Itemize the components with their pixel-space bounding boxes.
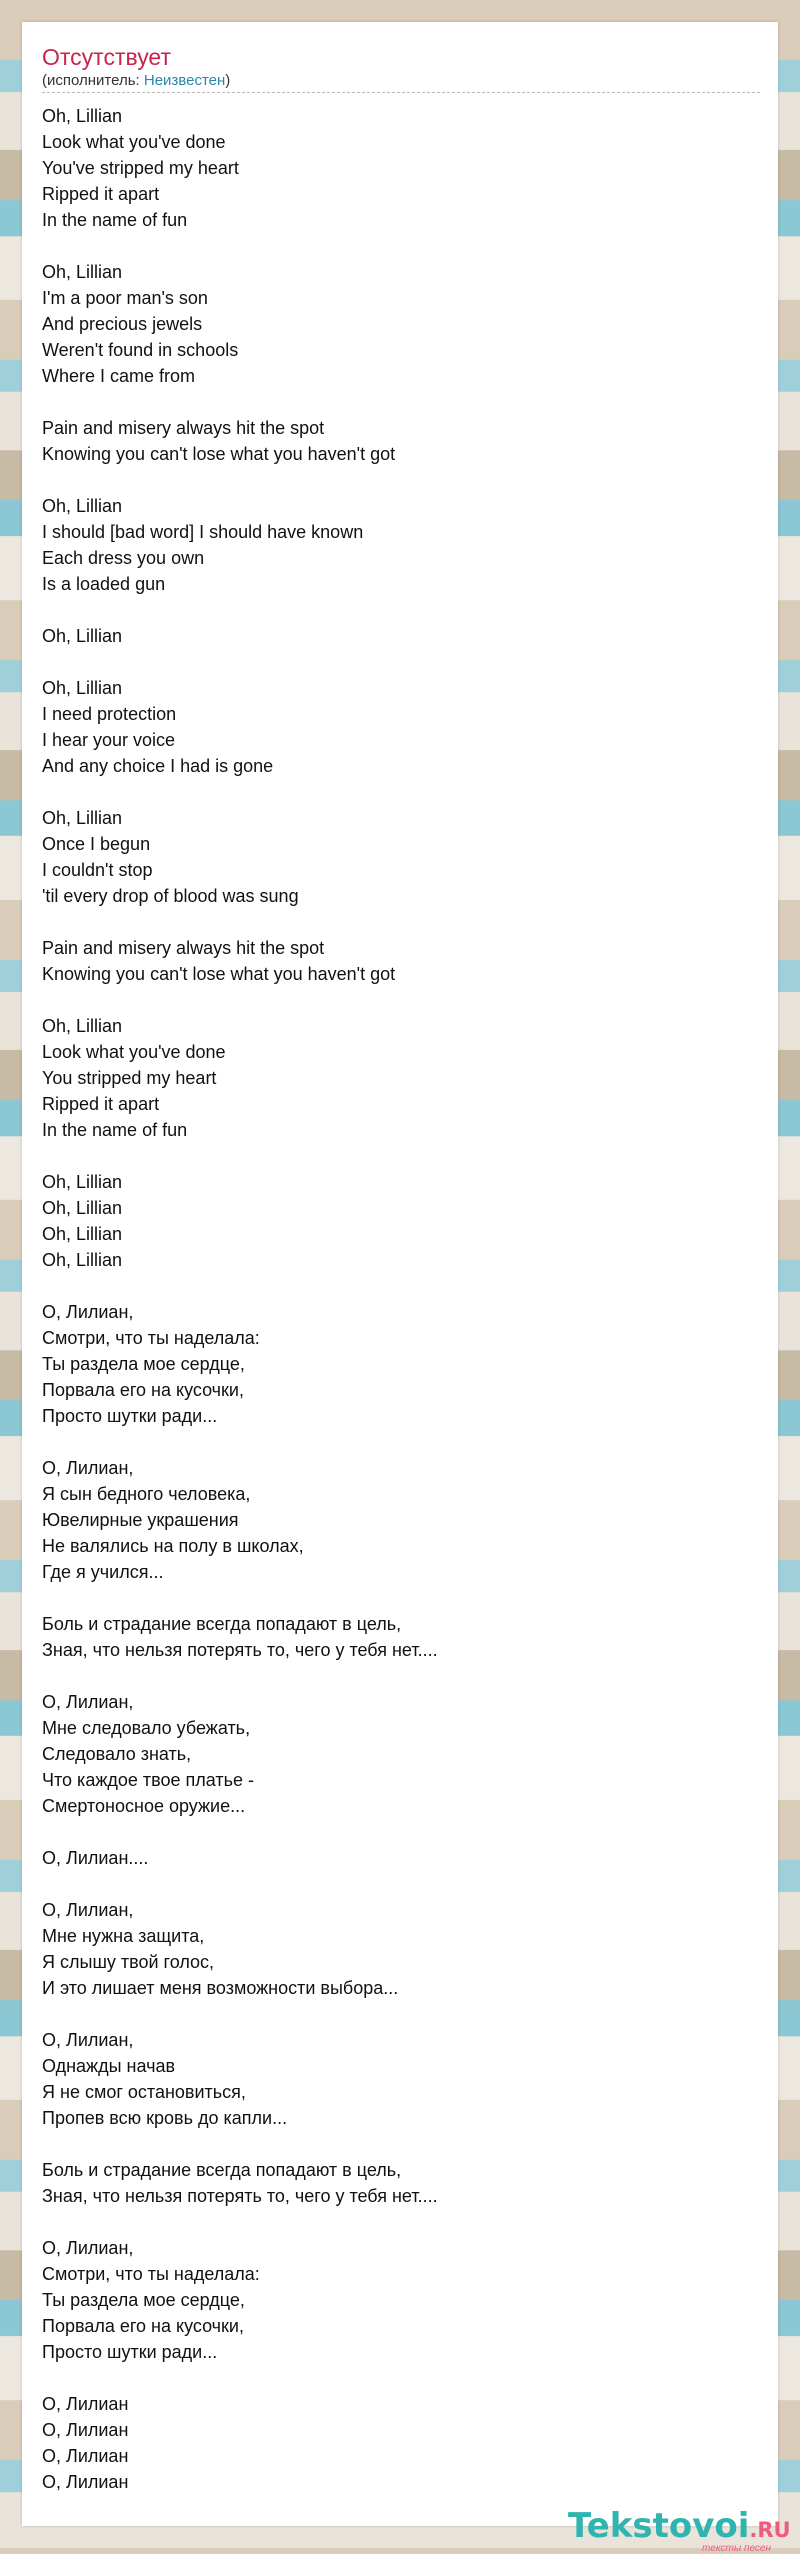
lyric-line: Look what you've done xyxy=(42,1042,226,1062)
lyric-line: 'til every drop of blood was sung xyxy=(42,886,299,906)
lyrics-stanza xyxy=(42,1455,742,1585)
lyric-line: О, Лилиан xyxy=(42,2394,129,2414)
lyric-line: Knowing you can't lose what you haven't got xyxy=(42,444,396,464)
lyric-line: Смотри, что ты наделала: xyxy=(42,2264,260,2284)
lyric-line: Я слышу твой голос, xyxy=(42,1952,215,1972)
lyric-line: О, Лилиан xyxy=(42,2446,129,2466)
lyrics-stanza xyxy=(42,1689,742,1819)
lyric-line: Зная, что нельзя потерять то, чего у тебя нет.... xyxy=(42,1640,438,1660)
lyric-line: I hear your voice xyxy=(42,730,176,750)
lyric-line: I need protection xyxy=(42,704,177,724)
lyric-line: Once I begun xyxy=(42,834,151,854)
lyrics-stanza xyxy=(42,1169,742,1273)
lyric-line: Следовало знать, xyxy=(42,1744,192,1764)
lyric-line: Что каждое твое платье - xyxy=(42,1770,255,1790)
lyric-line: Порвала его на кусочки, xyxy=(42,1380,244,1400)
lyric-line: Где я учился... xyxy=(42,1562,164,1582)
lyric-line: Смертоносное оружие... xyxy=(42,1796,246,1816)
lyric-line: Pain and misery always hit the spot xyxy=(42,418,325,438)
lyric-line: О, Лилиан, xyxy=(42,2030,134,2050)
lyric-line: Боль и страдание всегда попадают в цель, xyxy=(42,2160,402,2180)
lyrics-stanza xyxy=(42,623,742,649)
logo-tld: .RU xyxy=(749,2518,791,2542)
lyric-line: Look what you've done xyxy=(42,132,226,152)
lyrics-stanza xyxy=(42,675,742,779)
lyrics-text xyxy=(42,103,742,2521)
lyric-line: Однажды начав xyxy=(42,2056,176,2076)
lyric-line: You've stripped my heart xyxy=(42,158,239,178)
lyric-line: Weren't found in schools xyxy=(42,340,239,360)
lyric-line: Oh, Lillian xyxy=(42,1172,123,1192)
lyric-line: Зная, что нельзя потерять то, чего у тебя нет.... xyxy=(42,2186,438,2206)
lyric-line: Oh, Lillian xyxy=(42,496,123,516)
lyrics-stanza xyxy=(42,2391,742,2495)
lyric-line: Мне следовало убежать, xyxy=(42,1718,251,1738)
lyrics-stanza xyxy=(42,1013,742,1143)
lyric-line: And precious jewels xyxy=(42,314,203,334)
lyric-line: Oh, Lillian xyxy=(42,808,123,828)
artist-line xyxy=(42,72,230,89)
lyrics-stanza xyxy=(42,1611,742,1663)
lyrics-stanza xyxy=(42,1299,742,1429)
artist-prefix: (исполнитель: xyxy=(42,72,144,89)
lyric-line: Oh, Lillian xyxy=(42,1224,123,1244)
logo-tagline: тексты песен xyxy=(702,2543,771,2554)
lyric-line: Ripped it apart xyxy=(42,184,160,204)
lyric-line: Oh, Lillian xyxy=(42,678,123,698)
logo-main: Tekstovoi xyxy=(568,2506,750,2546)
lyric-line: Oh, Lillian xyxy=(42,106,123,126)
lyrics-stanza xyxy=(42,1845,742,1871)
lyric-line: In the name of fun xyxy=(42,210,188,230)
lyric-line: Ripped it apart xyxy=(42,1094,160,1114)
lyric-line: Мне нужна защита, xyxy=(42,1926,205,1946)
lyric-line: О, Лилиан, xyxy=(42,1900,134,1920)
lyric-line: Порвала его на кусочки, xyxy=(42,2316,244,2336)
lyric-line: Oh, Lillian xyxy=(42,262,123,282)
lyric-line: Я сын бедного человека, xyxy=(42,1484,251,1504)
lyric-line: Боль и страдание всегда попадают в цель, xyxy=(42,1614,402,1634)
song-title: Отсутствует xyxy=(42,44,171,70)
lyric-line: О, Лилиан, xyxy=(42,1458,134,1478)
lyric-line: In the name of fun xyxy=(42,1120,188,1140)
lyric-line: Смотри, что ты наделала: xyxy=(42,1328,260,1348)
lyrics-stanza xyxy=(42,1897,742,2001)
lyric-line: Ювелирные украшения xyxy=(42,1510,239,1530)
lyric-line: Is a loaded gun xyxy=(42,574,166,594)
lyric-line: And any choice I had is gone xyxy=(42,756,274,776)
lyrics-stanza xyxy=(42,493,742,597)
lyric-line: Knowing you can't lose what you haven't got xyxy=(42,964,396,984)
lyric-line: Ты раздела мое сердце, xyxy=(42,2290,245,2310)
lyric-line: И это лишает меня возможности выбора... xyxy=(42,1978,399,1998)
lyric-line: Oh, Lillian xyxy=(42,1198,123,1218)
lyrics-stanza xyxy=(42,2027,742,2131)
lyrics-stanza xyxy=(42,935,742,987)
lyric-line: О, Лилиан, xyxy=(42,2238,134,2258)
lyric-line: О, Лилиан xyxy=(42,2420,129,2440)
artist-suffix: ) xyxy=(225,72,231,89)
lyric-line: Не валялись на полу в школах, xyxy=(42,1536,304,1556)
lyric-line: О, Лилиан, xyxy=(42,1692,134,1712)
lyric-line: Я не смог остановиться, xyxy=(42,2082,246,2102)
lyrics-card xyxy=(22,22,791,2554)
lyrics-stanza xyxy=(42,259,742,389)
lyric-line: Просто шутки ради... xyxy=(42,1406,218,1426)
lyrics-stanza xyxy=(42,415,742,467)
lyrics-stanza xyxy=(42,805,742,909)
lyric-line: You stripped my heart xyxy=(42,1068,217,1088)
lyric-line: Oh, Lillian xyxy=(42,1016,123,1036)
lyric-line: Oh, Lillian xyxy=(42,1250,123,1270)
lyric-line: Where I came from xyxy=(42,366,196,386)
lyric-line: Пропев всю кровь до капли... xyxy=(42,2108,288,2128)
lyric-line: Pain and misery always hit the spot xyxy=(42,938,325,958)
lyric-line: О, Лилиан, xyxy=(42,1302,134,1322)
lyrics-stanza xyxy=(42,103,742,233)
lyric-line: Ты раздела мое сердце, xyxy=(42,1354,245,1374)
lyrics-stanza xyxy=(42,2235,742,2365)
site-logo[interactable] xyxy=(568,2508,791,2548)
lyric-line: О, Лилиан xyxy=(42,2472,129,2492)
header-divider xyxy=(42,92,760,93)
lyric-line: Oh, Lillian xyxy=(42,626,123,646)
lyric-line: I should [bad word] I should have known xyxy=(42,522,364,542)
lyric-line: I'm a poor man's son xyxy=(42,288,208,308)
lyric-line: Each dress you own xyxy=(42,548,205,568)
lyric-line: Просто шутки ради... xyxy=(42,2342,218,2362)
lyric-line: I couldn't stop xyxy=(42,860,153,880)
lyric-line: О, Лилиан.... xyxy=(42,1848,149,1868)
artist-link[interactable]: Неизвестен xyxy=(143,72,226,89)
lyrics-stanza xyxy=(42,2157,742,2209)
